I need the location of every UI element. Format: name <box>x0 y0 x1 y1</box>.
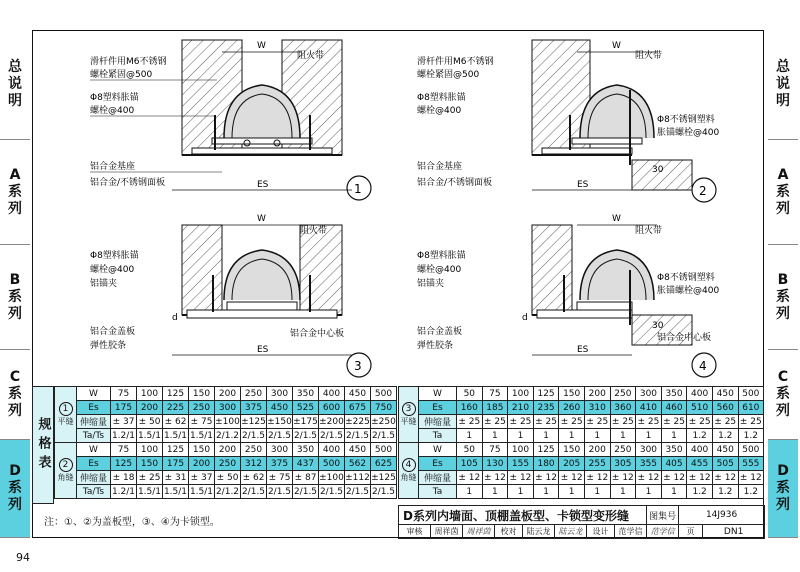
d1-fire-label: 阻火带 <box>297 51 325 61</box>
side-tab-right-0[interactable]: 总说明 <box>768 30 798 140</box>
side-tab-right-3[interactable]: C系列 <box>768 350 798 440</box>
d1-label-0: 滑杆件用M6不锈钢 <box>90 57 167 67</box>
d4-fire-label: 阻火带 <box>635 226 663 236</box>
side-tab-left-1[interactable]: A系列 <box>0 140 30 245</box>
table-row: 伸缩量 ± 12 ± 12 ± 12 ± 12 ± 12 ± 12 ± 12 ± 12 ± 12 ± 12 ± 12 ± 12 <box>399 471 764 485</box>
side-tab-left-2[interactable]: B系列 <box>0 245 30 350</box>
d1-number: 1 <box>354 182 362 196</box>
side-tab-right-2[interactable]: B系列 <box>768 245 798 350</box>
table-row: Ta 1 1 1 1 1 1 1 1 1 1.2 1.2 1.2 <box>399 485 764 499</box>
table-row: Es 160 185 210 235 260 310 360 410 460 510 560 610 <box>399 401 764 415</box>
spec-table-label: 规格表 <box>32 386 54 504</box>
d2-label-4: 铝合金基座 <box>417 162 463 172</box>
page-number: 94 <box>16 551 30 564</box>
table-row: Ta/Ts 1.2/1 1.5/1 1.5/1 1.5/1 2/1.2 2/1.5 2/1.5 2/1.5 2/1.5 2/1.5 2/1.5 <box>55 485 397 499</box>
drawing-area <box>32 30 764 385</box>
detail-3 <box>90 214 371 377</box>
table-row: Es 175 200 225 250 300 375 450 525 600 675 750 <box>55 401 397 415</box>
table-row: 3 平缝 W 50 75 100 125 150 200 250 300 350 400 450 500 <box>399 387 764 401</box>
d3-label-1: 螺栓@400 <box>90 265 135 275</box>
d2-right-label-0: Φ8不锈钢塑料 <box>657 115 715 125</box>
d3-number: 3 <box>354 359 362 373</box>
d1-label-5: 铝合金/不锈钢面板 <box>90 178 166 188</box>
d4-d-label: d <box>522 313 528 323</box>
d1-label-4: 铝合金基座 <box>90 162 136 172</box>
drawing-title: D系列内墙面、顶棚盖板型、卡锁型变形缝 <box>399 506 647 525</box>
d3-es-label: ES <box>257 345 269 355</box>
table-row: Ta 1 1 1 1 1 1 1 1 1 1.2 1.2 1.2 <box>399 429 764 443</box>
d3-fire-label: 阻火带 <box>300 226 328 236</box>
d3-w-label: W <box>257 214 266 224</box>
table-row: Ta/Ts 1.2/1 1.5/1 1.5/1 1.5/1 2/1.2 2/1.5 2/1.5 2/1.5 2/1.5 2/1.5 2/1.5 <box>55 429 397 443</box>
d2-w-label: W <box>612 41 621 51</box>
d3-label-3: 铝合金盖板 <box>90 327 136 337</box>
d2-label-2: Φ8塑料胀锚 <box>417 93 466 103</box>
table-row: Es 105 130 155 180 205 255 305 355 405 455 505 555 <box>399 457 764 471</box>
detail-2 <box>417 40 719 202</box>
d1-label-2: Φ8塑料胀锚 <box>90 93 139 103</box>
d4-label-4: 弹性胶条 <box>417 341 454 351</box>
d2-number: 2 <box>699 184 707 198</box>
d1-es-label: ES <box>257 180 269 190</box>
table-row: Es 125 150 175 200 250 312 375 437 500 562 625 <box>55 457 397 471</box>
side-tab-left-4[interactable]: D系列 <box>0 440 30 538</box>
atlas-number: 14J936 <box>679 506 765 525</box>
d4-right-label-2: 铝合金中心板 <box>657 333 712 343</box>
d4-label-0: Φ8塑料胀锚 <box>417 251 466 261</box>
table-row: 伸缩量 ± 25 ± 25 ± 25 ± 25 ± 25 ± 25 ± 25 ± 25 ± 25 ± 25 ± 25 ± 25 <box>399 415 764 429</box>
d3-label-4: 弹性胶条 <box>90 341 127 351</box>
d3-label-2: 铝锚夹 <box>90 279 118 289</box>
d1-w-label: W <box>257 41 266 51</box>
title-block <box>398 505 764 538</box>
table-row: 伸缩量 ± 37 ± 50 ± 62 ± 75 ±100 ±125 ±150 ±175 ±200 ±225 ±250 <box>55 415 397 429</box>
side-tab-right-4[interactable]: D系列 <box>768 440 798 538</box>
spec-table-left <box>54 386 397 499</box>
d2-fire-label: 阻火带 <box>635 51 663 61</box>
d1-label-1: 螺栓紧固@500 <box>90 70 153 80</box>
spec-table-right <box>398 386 764 499</box>
detail-4 <box>417 214 719 377</box>
d4-right-label-1: 胀锚螺栓@400 <box>657 286 720 296</box>
d4-number: 4 <box>699 359 707 373</box>
d2-label-3: 螺栓@400 <box>417 106 462 116</box>
detail-1 <box>90 40 371 200</box>
d4-label-2: 铝锚夹 <box>417 279 445 289</box>
d4-label-3: 铝合金盖板 <box>417 327 463 337</box>
d2-right-label-1: 胀锚螺栓@400 <box>657 128 720 138</box>
table-row: 2 角缝 W 75 100 125 150 200 250 300 350 400 450 500 <box>55 443 397 457</box>
d1-label-3: 螺栓@400 <box>90 106 135 116</box>
footnote: 注：①、②为盖板型，③、④为卡锁型。 <box>44 517 220 528</box>
group-label-3: 3 平缝 <box>399 387 419 443</box>
d3-right-label-0: 铝合金中心板 <box>290 329 345 339</box>
side-tab-left-0[interactable]: 总说明 <box>0 30 30 140</box>
title-row <box>399 506 765 525</box>
group-label-4: 4 角缝 <box>399 443 419 499</box>
table-row: 4 角缝 W 50 75 100 125 150 200 250 300 350 400 450 500 <box>399 443 764 457</box>
side-tab-left-3[interactable]: C系列 <box>0 350 30 440</box>
group-label-2: 2 角缝 <box>55 443 77 499</box>
page-label: DN1 <box>703 525 765 539</box>
title-block-table <box>398 505 765 539</box>
atlas-label: 图集号 <box>647 506 679 525</box>
d2-es-label: ES <box>577 180 589 190</box>
d4-w-label: W <box>612 214 621 224</box>
d4-es-label: ES <box>577 345 589 355</box>
table-row: 1 平缝 W 75 100 125 150 200 250 300 350 400 450 500 <box>55 387 397 401</box>
table-row: 伸缩量 ± 18 ± 25 ± 31 ± 37 ± 50 ± 62 ± 75 ± 87 ±100 ±112 ±125 <box>55 471 397 485</box>
group-label-1: 1 平缝 <box>55 387 77 443</box>
d4-label-1: 螺栓@400 <box>417 265 462 275</box>
d3-label-0: Φ8塑料胀锚 <box>90 251 139 261</box>
d2-label-5: 铝合金/不锈钢面板 <box>417 178 493 188</box>
signature-row: 审核 周祥茵 周祥茵 校对 陆云龙 陆云龙 设计 范学信 范学信 页 DN1 <box>399 525 765 539</box>
side-tab-right-1[interactable]: A系列 <box>768 140 798 245</box>
d2-dim: 30 <box>652 165 664 175</box>
d2-label-0: 滑杆件用M6不锈钢 <box>417 57 494 67</box>
d3-d-label: d <box>172 313 178 323</box>
d2-label-1: 螺栓紧固@500 <box>417 70 480 80</box>
d4-dim: 30 <box>652 321 664 331</box>
d4-right-label-0: Φ8不锈钢塑料 <box>657 273 715 283</box>
